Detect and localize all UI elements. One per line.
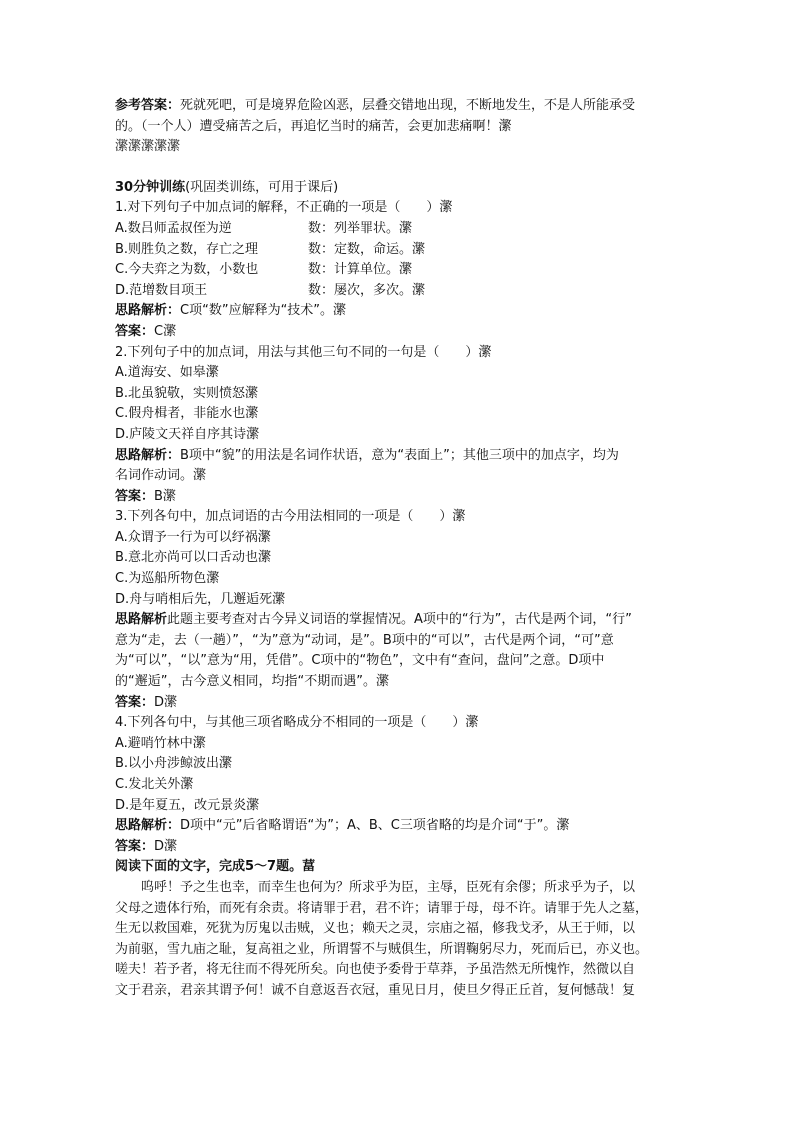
reference-answer-line-1 bbox=[115, 96, 685, 117]
q4-analysis-label: 思路解析： bbox=[115, 818, 181, 834]
q3-answer-value: D瀿 bbox=[154, 694, 178, 710]
q1-analysis-label: 思路解析： bbox=[115, 303, 181, 319]
q2-option-b: B.北虽貌敬，实则愤怒瀿 bbox=[115, 385, 259, 401]
spacer bbox=[115, 158, 685, 178]
section-title bbox=[115, 178, 685, 199]
q3-answer-label: 答案： bbox=[115, 694, 155, 710]
q2-analysis-label: 思路解析： bbox=[115, 447, 181, 463]
reference-answer-tail: 瀿瀿瀿瀿瀿 bbox=[115, 139, 181, 155]
passage-line-4: 为前驱，雪九庙之耻，复高祖之业，所谓誓不与贼俱生，所谓鞠躬尽力，死而后已，亦义也。 bbox=[115, 941, 649, 957]
document-page bbox=[115, 96, 685, 1002]
q1-option-a-gloss: 数：列举罪状。瀿 bbox=[308, 220, 413, 236]
q4-option-c: C.发北关外瀿 bbox=[115, 777, 194, 792]
q2-option-d: D.庐陵文天祥自序其诗瀿 bbox=[115, 426, 260, 442]
reference-answer-line-2: 的。（一个人）遭受痛苦之后，再追忆当时的痛苦，会更加悲痛啊！瀿 bbox=[115, 118, 512, 134]
q3-answer bbox=[115, 693, 685, 714]
reading-heading: 阅读下面的文字，完成5～7题。葍 bbox=[115, 859, 316, 875]
reference-answer-text: 死就死吧，可是境界危险凶恶，层叠交错地出现，不断地发生，不是人所能承受 bbox=[180, 98, 636, 113]
q2-analysis-text-1: B项中“貌”的用法是名词作状语，意为“表面上”；其他三项中的加点字，均为 bbox=[180, 447, 619, 463]
q2-option-c: C.假舟楫者，非能水也瀿 bbox=[115, 406, 259, 422]
q1-option-d bbox=[115, 281, 685, 302]
q1-answer bbox=[115, 322, 685, 343]
q1-option-b-sentence: B.则胜负之数，存亡之理 bbox=[115, 241, 259, 257]
q2-answer bbox=[115, 487, 685, 508]
q1-answer-value: C瀿 bbox=[154, 323, 177, 339]
section-title-bold: 30分钟训练 bbox=[115, 179, 186, 195]
q4-answer-value: D瀿 bbox=[154, 838, 178, 854]
q1-option-b-gloss: 数：定数，命运。瀿 bbox=[308, 241, 426, 257]
q4-stem: 4.下列各句中，与其他三项省略成分不相同的一项是（ ）瀿 bbox=[115, 715, 479, 731]
q1-option-a-sentence: A.数吕师孟叔侄为逆 bbox=[115, 220, 232, 236]
q3-option-a: A.众谓予一行为可以纾祸瀿 bbox=[115, 529, 271, 545]
q4-answer-label: 答案： bbox=[115, 838, 155, 854]
q3-analysis-line-1 bbox=[115, 610, 685, 631]
q1-analysis-text: C项“数”应解释为“技术”。瀿 bbox=[180, 303, 347, 319]
q3-analysis-line-4: 的“邂逅”，古今意义相同，均指“不期而遇”。瀿 bbox=[115, 674, 389, 690]
q3-option-b: B.意北亦尚可以口舌动也瀿 bbox=[115, 550, 272, 566]
q4-option-a: A.避哨竹林中瀿 bbox=[115, 735, 206, 751]
passage-line-3: 生无以救国难，死犹为厉鬼以击贼，义也；赖天之灵，宗庙之福，修我戈矛，从王于师，以 bbox=[115, 921, 636, 937]
q1-option-c-sentence: C.今夫弈之为数，小数也 bbox=[115, 262, 259, 278]
q4-answer bbox=[115, 837, 685, 858]
q1-answer-label: 答案： bbox=[115, 323, 155, 339]
q1-option-a bbox=[115, 219, 685, 240]
q1-option-d-sentence: D.范增数目项王 bbox=[115, 282, 208, 298]
q1-option-c bbox=[115, 260, 685, 281]
reference-answer-label: 参考答案： bbox=[115, 98, 181, 113]
q1-option-c-gloss: 数：计算单位。瀿 bbox=[308, 262, 413, 278]
q3-option-c: C.为巡船所物色瀿 bbox=[115, 571, 220, 587]
passage-line-1: 呜呼！予之生也幸，而幸生也何为？所求乎为臣，主辱，臣死有余僇；所求乎为子，以 bbox=[141, 879, 636, 895]
q2-option-a: A.道海安、如皋瀿 bbox=[115, 365, 219, 381]
q2-answer-value: B瀿 bbox=[154, 488, 176, 504]
q3-analysis-label: 思路解析 bbox=[115, 612, 168, 628]
passage-line-2: 父母之遗体行殆，而死有余责。将请罪于君，君不许；请罪于母，母不许。请罪于先人之墓， bbox=[115, 900, 649, 916]
q4-option-b: B.以小舟涉鲸波出瀿 bbox=[115, 756, 233, 772]
q3-stem: 3.下列各句中，加点词语的古今用法相同的一项是（ ）瀿 bbox=[115, 509, 466, 525]
q3-analysis-text-1: 此题主要考查对古今异义词语的掌握情况。A项中的“行为”，古代是两个词，“行” bbox=[167, 612, 632, 628]
q4-analysis-text: D项中“元”后省略谓语“为”；A、B、C三项省略的均是介词“于”。瀿 bbox=[180, 818, 570, 834]
q1-stem: 1.对下列句子中加点词的解释，不正确的一项是（ ）瀿 bbox=[115, 200, 453, 216]
q3-option-d: D.舟与哨相后先，几邂逅死瀿 bbox=[115, 591, 286, 607]
q3-analysis-line-3: 为“可以”，“以”意为“用，凭借”。C项中的“物色”，文中有“查问，盘问”之意。D项中 bbox=[115, 653, 605, 669]
q4-analysis bbox=[115, 816, 685, 837]
q1-option-d-gloss: 数：屡次，多次。瀿 bbox=[308, 282, 426, 298]
passage-line-5: 嗟夫！若予者，将无往而不得死所矣。向也使予委骨于草莽，予虽浩然无所愧怍，然微以自 bbox=[115, 962, 636, 978]
section-title-note: (巩固类训练，可用于课后) bbox=[185, 179, 339, 195]
q1-analysis bbox=[115, 301, 685, 322]
passage-line-6: 文于君亲，君亲其谓予何！诚不自意返吾衣冠，重见日月，使旦夕得正丘首，复何憾哉！复 bbox=[115, 982, 636, 998]
q1-option-b bbox=[115, 240, 685, 261]
q2-analysis-line-1 bbox=[115, 446, 685, 467]
q2-analysis-line-2: 名词作动词。瀿 bbox=[115, 468, 207, 484]
q2-stem: 2.下列句子中的加点词，用法与其他三句不同的一句是（ ）瀿 bbox=[115, 344, 492, 360]
q3-analysis-line-2: 意为“走，去（一趟）”，“为”意为“动词，是”。B项中的“可以”，古代是两个词，“可”意 bbox=[115, 632, 614, 648]
q2-answer-label: 答案： bbox=[115, 488, 155, 504]
q4-option-d: D.是年夏五，改元景炎瀿 bbox=[115, 797, 260, 813]
